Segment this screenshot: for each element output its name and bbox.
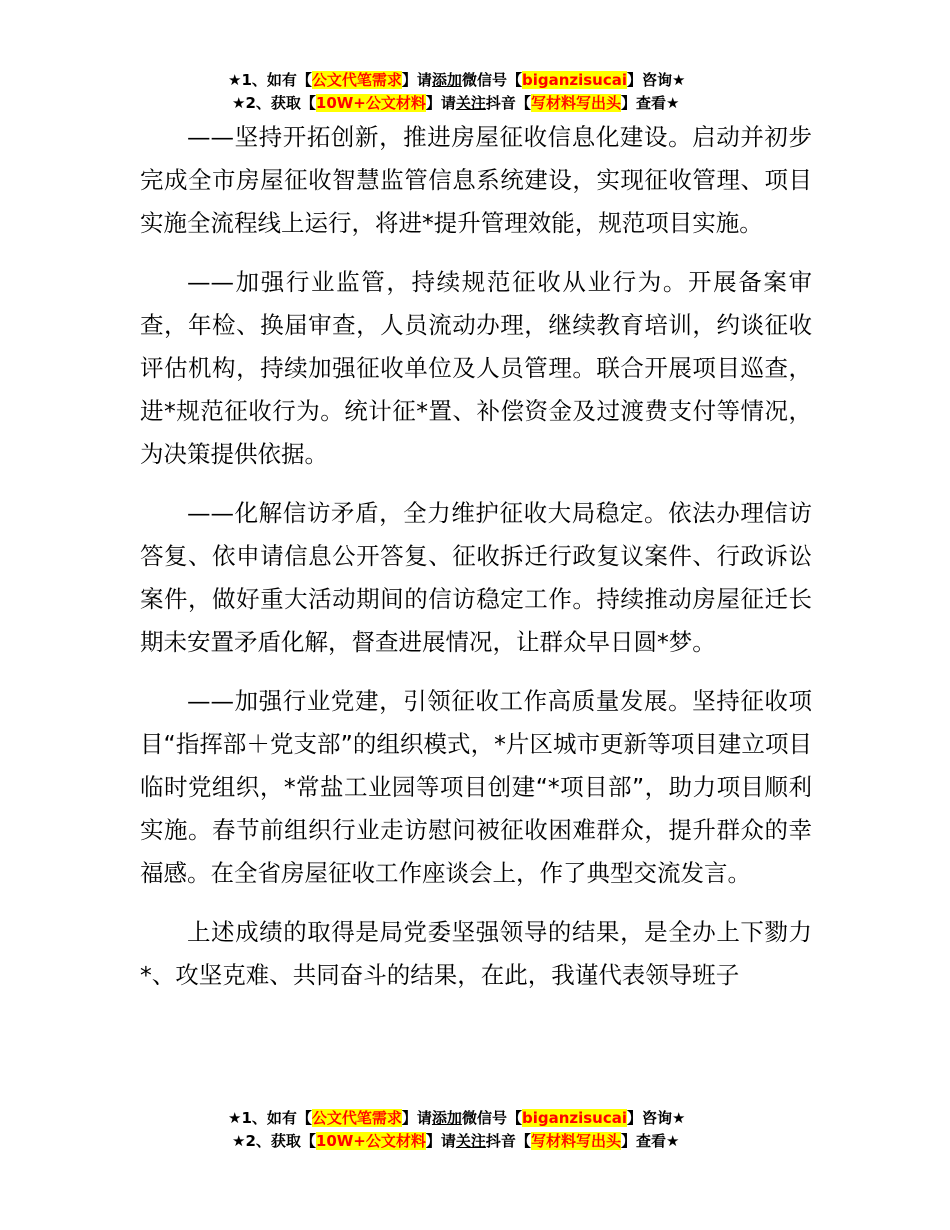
promo-highlight: 10W+公文材料 [315,94,426,112]
promo-text: 】咨询★ [627,1109,686,1127]
promo-line-1 [0,1107,950,1130]
promo-highlight: biganzisucai [521,71,628,89]
promo-underlined: 添加 [431,71,462,89]
paragraph-supervision: ——加强行业监管，持续规范征收从业行为。开展备案审查，年检、换届审查，人员流动办理，继续教育培训，约谈征收评估机构，持续加强征收单位及人员管理。联合开展项目巡查，进*规范征收行为。统计征*置、补偿资金及过渡费支付等情况，为决策提供依据。 [140,268,812,468]
promo-text: 】请 [425,94,456,112]
promo-text: ★2、获取【 [232,94,316,112]
promo-line-2 [0,1130,950,1153]
promo-footer [0,1107,950,1153]
document-body [140,116,812,997]
promo-text: 】请 [425,1132,456,1150]
promo-underlined: 关注 [455,94,486,112]
promo-text: ★1、如有【 [228,71,312,89]
promo-text: 抖音【 [485,1132,531,1150]
promo-underlined: 添加 [431,1109,462,1127]
promo-text: 】查看★ [620,94,680,112]
promo-line-1 [0,69,950,92]
promo-header [0,69,950,115]
promo-text: 】查看★ [620,1132,680,1150]
promo-text: ★1、如有【 [228,1109,312,1127]
promo-highlight: 写材料写出头 [530,94,621,112]
promo-text: 微信号【 [461,71,522,89]
promo-text: 抖音【 [485,94,531,112]
promo-text: 】请 [401,71,432,89]
promo-highlight: 10W+公文材料 [315,1132,426,1150]
paragraph-party-building: ——加强行业党建，引领征收工作高质量发展。坚持征收项目“指挥部＋党支部”的组织模式，*片区城市更新等项目建立项目临时党组织，*常盐工业园等项目创建“*项目部”，助力项目顺利实施。春节前组织行业走访慰问被征收困难群众，提升群众的幸福感。在全省房屋征收工作座谈会上，作了典型交流发言。 [140,687,812,887]
promo-highlight: 公文代笔需求 [311,1109,402,1127]
paragraph-petition: ——化解信访矛盾，全力维护征收大局稳定。依法办理信访答复、依申请信息公开答复、征收拆迁行政复议案件、行政诉讼案件，做好重大活动期间的信访稳定工作。持续推动房屋征迁长期未安置矛盾化解，督查进展情况，让群众早日圆*梦。 [140,499,812,656]
paragraph-conclusion: 上述成绩的取得是局党委坚强领导的结果，是全办上下勠力*、攻坚克难、共同奋斗的结果，在此，我谨代表领导班子 [140,918,812,989]
promo-text: 】请 [401,1109,432,1127]
promo-highlight: biganzisucai [521,1109,628,1127]
promo-line-2 [0,92,950,115]
promo-text: 】咨询★ [627,71,686,89]
promo-text: ★2、获取【 [232,1132,316,1150]
promo-underlined: 关注 [455,1132,486,1150]
promo-highlight: 写材料写出头 [530,1132,621,1150]
promo-highlight: 公文代笔需求 [311,71,402,89]
paragraph-innovation: ——坚持开拓创新，推进房屋征收信息化建设。启动并初步完成全市房屋征收智慧监管信息系统建设，实现征收管理、项目实施全流程线上运行，将进*提升管理效能，规范项目实施。 [140,123,812,237]
promo-text: 微信号【 [461,1109,522,1127]
